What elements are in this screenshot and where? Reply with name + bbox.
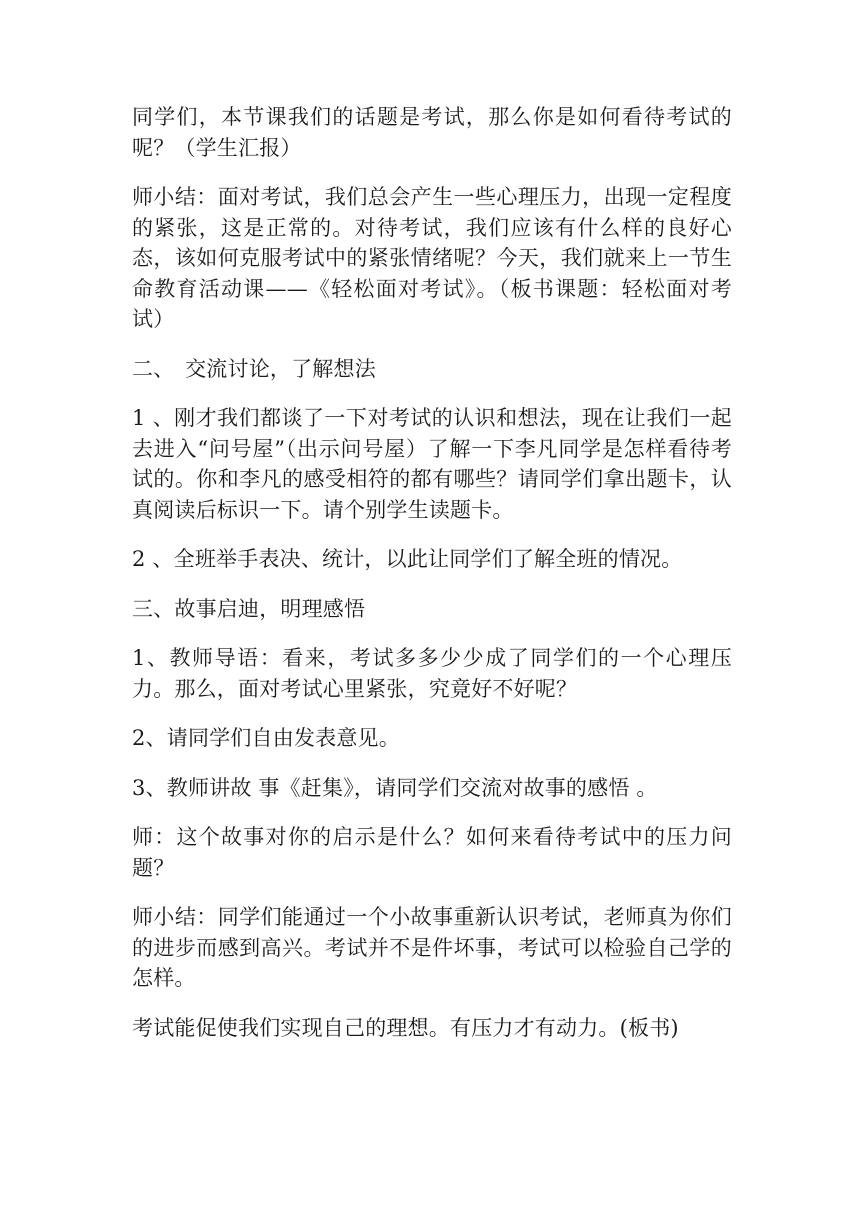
paragraph-intro: 同学们，本节课我们的话题是考试，那么你是如何看待考试的呢？（学生汇报） xyxy=(132,105,732,160)
paragraph-step-1: 1 、刚才我们都谈了一下对考试的认识和想法，现在让我们一起去进入“问号屋”（出示问号屋）了解一下李凡同学是怎样看待考试的。你和李凡的感受相符的都有哪些？请同学们拿出题卡，认真阅读后标识一下。请个别学生读题卡。 xyxy=(132,406,732,522)
paragraph-teacher-intro: 1、教师导语：看来，考试多多少少成了同学们的一个心理压力。那么，面对考试心里紧张，究竟好不好呢？ xyxy=(132,646,732,701)
paragraph-story: 3、教师讲故 事《赶集》，请同学们交流对故事的感悟 。 xyxy=(132,775,658,800)
paragraph-teacher-question: 师：这个故事对你的启示是什么？如何来看待考试中的压力问题？ xyxy=(132,825,732,880)
document-page xyxy=(132,102,732,1062)
paragraph-step-2: 2 、全班举手表决、统计，以此让同学们了解全班的情况。 xyxy=(132,547,683,571)
paragraph-teacher-summary-1: 师小结：面对考试，我们总会产生一些心理压力，出现一定程度的紧张，这是正常的。对待考试，我们应该有什么样的良好心态，该如何克服考试中的紧张情绪呢？今天，我们就来上一节生命教育活动课——《轻松面对考试》。（板书课题：轻松面对考试） xyxy=(132,185,732,331)
section-heading-3: 三、故事启迪，明理感悟 xyxy=(132,596,366,621)
paragraph-teacher-summary-2: 师小结：同学们能通过一个小故事重新认识考试，老师真为你们的进步而感到高兴。考试并不是件坏事，考试可以检验自己学的怎样。 xyxy=(132,905,732,990)
section-heading-2: 二、 交流讨论，了解想法 xyxy=(132,356,376,381)
paragraph-free-discussion: 2、请同学们自由发表意见。 xyxy=(132,726,400,750)
paragraph-conclusion: 考试能促使我们实现自己的理想。有压力才有动力。(板书) xyxy=(132,1015,679,1040)
